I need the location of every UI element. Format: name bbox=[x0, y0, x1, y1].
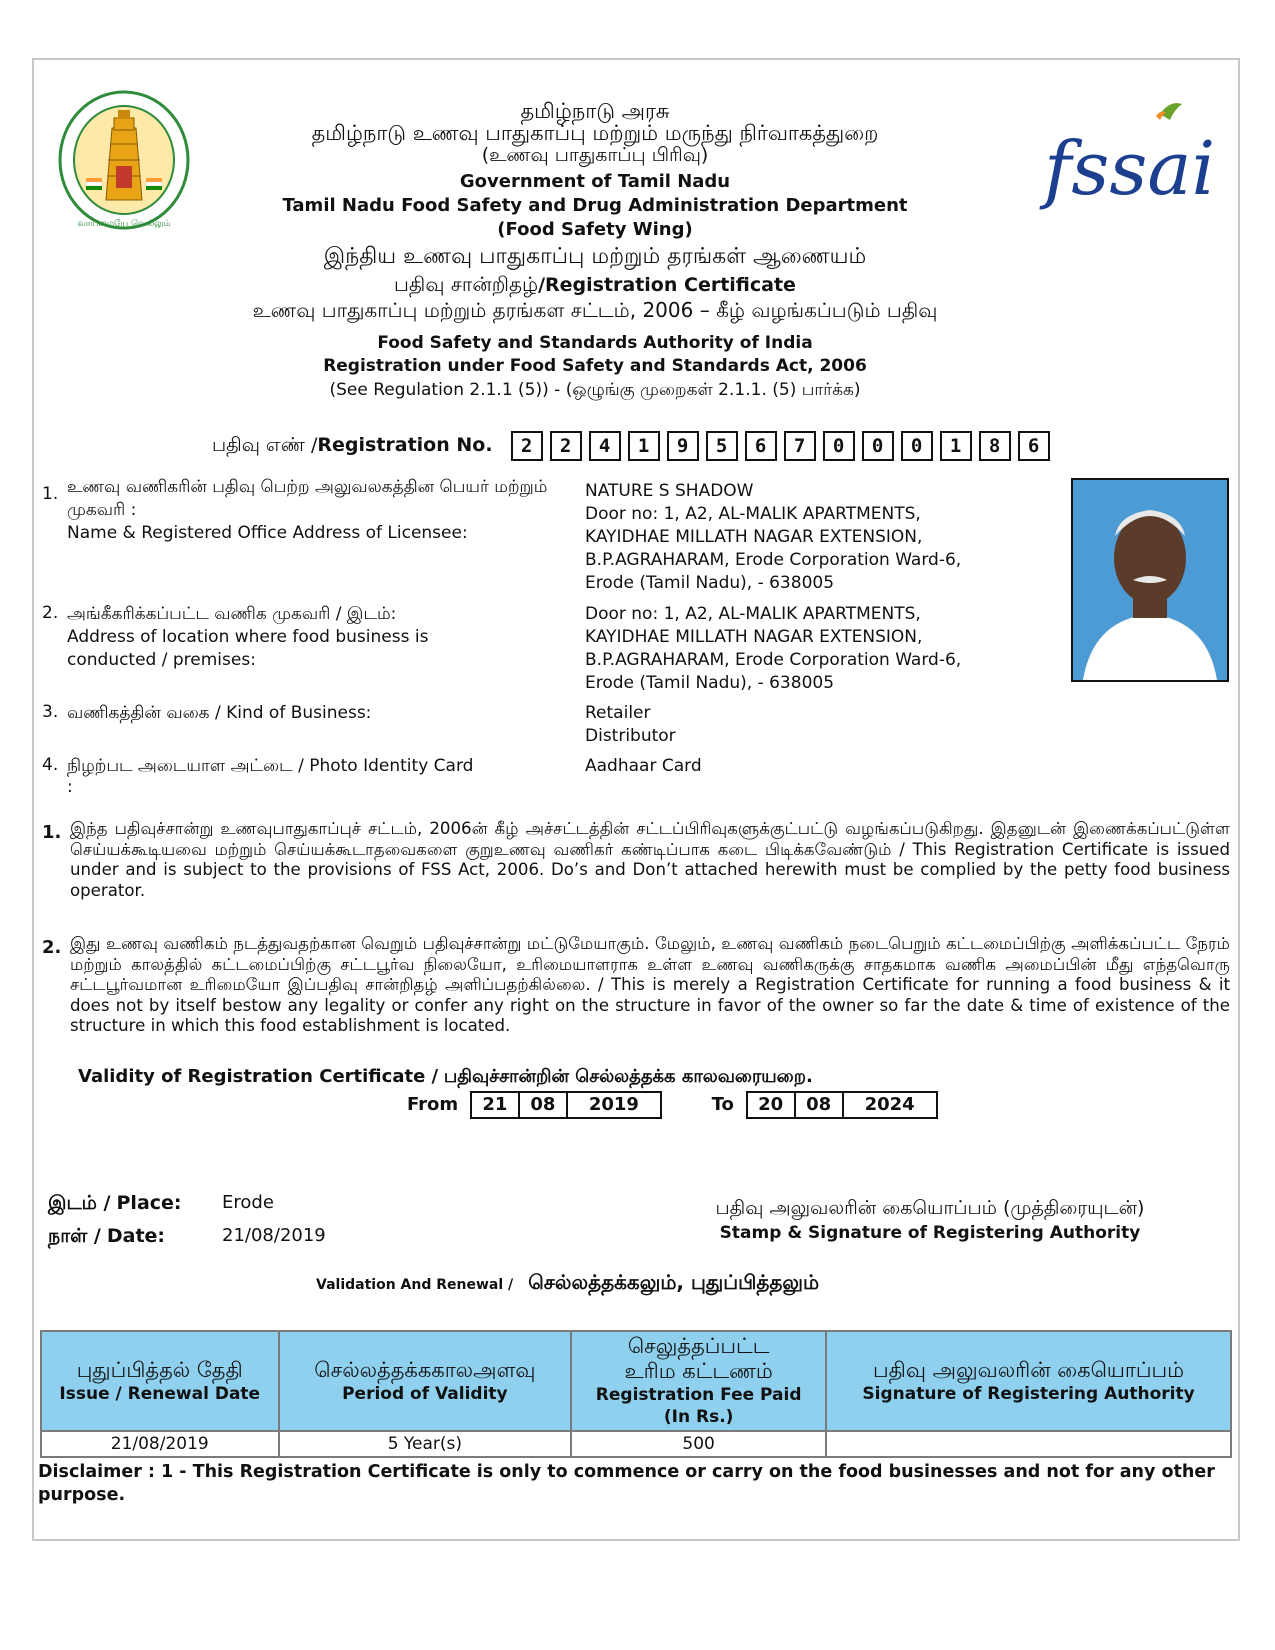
address-line: B.P.AGRAHARAM, Erode Corporation Ward-6, bbox=[585, 550, 962, 570]
item-2-label-en-1: Address of location where food business is bbox=[67, 627, 429, 647]
validity-label-en: Validity of Registration Certificate / bbox=[78, 1066, 439, 1087]
fssai-logo-icon bbox=[1040, 94, 1216, 218]
registration-digit: 0 bbox=[901, 431, 933, 461]
from-day: 21 bbox=[472, 1093, 520, 1117]
from-year: 2019 bbox=[588, 1094, 639, 1115]
condition-2-number: 2. bbox=[42, 937, 62, 958]
table-row bbox=[41, 1431, 1231, 1457]
address-line: B.P.AGRAHARAM, Erode Corporation Ward-6, bbox=[585, 650, 962, 670]
date-label-en: Date: bbox=[106, 1225, 166, 1247]
item-1-label-ta: உணவு வணிகரின் பதிவு பெற்ற அலுவலகத்தின பெயர் மற்றும் முகவரி : bbox=[67, 477, 548, 520]
item-1-label-en: Name & Registered Office Address of Licensee: bbox=[67, 523, 468, 543]
validity-label-ta: பதிவுச்சான்றின் செல்லத்தக்க காலவரையறை. bbox=[443, 1066, 813, 1087]
registration-digit: 7 bbox=[784, 431, 816, 461]
header-en-dept: Tamil Nadu Food Safety and Drug Administration Department bbox=[282, 195, 908, 216]
item-2-label-en-2: conducted / premises: bbox=[67, 650, 256, 670]
registration-digit: 1 bbox=[628, 431, 660, 461]
header-en-gov: Government of Tamil Nadu bbox=[459, 171, 731, 192]
item-3-label: வணிகத்தின் வகை / Kind of Business: bbox=[67, 703, 372, 723]
validity-label bbox=[78, 1065, 813, 1089]
renewal-title-en: Validation And Renewal / bbox=[316, 1277, 514, 1293]
registration-label-en: Registration No. bbox=[317, 434, 493, 456]
disclaimer: Disclaimer : 1 - This Registration Certificate is only to commence or carry on the food businesses and not for any other purpose. bbox=[38, 1462, 1215, 1505]
signature-label-en: Stamp & Signature of Registering Authority bbox=[719, 1223, 1141, 1243]
certificate-title-en: /Registration Certificate bbox=[538, 274, 796, 296]
condition-1-number: 1. bbox=[42, 822, 62, 843]
header-ta-act: உணவு பாதுகாப்பு மற்றும் தரங்கள சட்டம், 2006 – கீழ் வழங்கப்படும் பதிவு bbox=[252, 298, 938, 322]
item-4-label: நிழற்பட அடையாள அட்டை / Photo Identity Card bbox=[67, 756, 474, 776]
validity-from-label: From bbox=[407, 1094, 459, 1115]
business-kind: Distributor bbox=[585, 726, 676, 746]
svg-text:fssai: fssai bbox=[1044, 126, 1216, 212]
header-en-authority: Food Safety and Standards Authority of India bbox=[377, 333, 813, 353]
header-ta-gov: தமிழ்நாடு அரசு bbox=[520, 99, 670, 123]
header-ta-dept: தமிழ்நாடு உணவு பாதுகாப்பு மற்றும் மருந்து நிர்வாகத்துறை bbox=[311, 121, 879, 145]
renewal-table-header bbox=[41, 1331, 1231, 1431]
address-line: Erode (Tamil Nadu), - 638005 bbox=[585, 573, 835, 593]
address-line: Door no: 1, A2, AL-MALIK APARTMENTS, bbox=[585, 504, 921, 524]
licensee-photo bbox=[1071, 478, 1229, 682]
place-row bbox=[48, 1190, 182, 1216]
renewal-title bbox=[316, 1268, 819, 1299]
date-value: 21/08/2019 bbox=[222, 1225, 326, 1246]
validity-to-date bbox=[746, 1091, 938, 1119]
validity-to-label: To bbox=[711, 1094, 734, 1115]
registration-digits bbox=[511, 434, 1057, 456]
to-year: 2024 bbox=[864, 1094, 915, 1115]
item-3-number: 3. bbox=[42, 702, 59, 722]
certificate-title bbox=[240, 272, 950, 297]
registration-label-ta: பதிவு எண் / bbox=[212, 434, 318, 456]
item-2-number: 2. bbox=[42, 603, 59, 623]
person-photo-icon bbox=[1073, 480, 1227, 680]
place-label-ta: இடம் / bbox=[48, 1192, 111, 1214]
place-value: Erode bbox=[222, 1192, 274, 1213]
item-2-value bbox=[585, 603, 1025, 695]
registration-digit: 5 bbox=[706, 431, 738, 461]
header-en-wing: (Food Safety Wing) bbox=[497, 219, 693, 240]
registration-digit: 6 bbox=[745, 431, 777, 461]
fee-cell: 500 bbox=[571, 1431, 826, 1457]
col-signature: பதிவு அலுவலரின் கையொப்பம் Signature of Registering Authority bbox=[826, 1331, 1231, 1431]
validity-dates bbox=[407, 1091, 938, 1119]
item-1-value bbox=[585, 480, 1025, 595]
to-day: 20 bbox=[748, 1093, 796, 1117]
registration-digit: 1 bbox=[940, 431, 972, 461]
renewal-title-ta: செல்லத்தக்கலும், புதுப்பித்தலும் bbox=[528, 1270, 820, 1294]
registration-digit: 2 bbox=[550, 431, 582, 461]
registration-digit: 6 bbox=[1018, 431, 1050, 461]
renewal-date-cell: 21/08/2019 bbox=[41, 1431, 279, 1457]
to-month: 08 bbox=[796, 1093, 844, 1117]
col-period-of-validity: செல்லத்தக்ககாலஅளவு Period of Validity bbox=[279, 1331, 572, 1431]
licensee-name: NATURE S SHADOW bbox=[585, 481, 754, 501]
fssai-logo bbox=[1040, 94, 1216, 218]
registration-digit: 4 bbox=[589, 431, 621, 461]
svg-text:வாய்மையே வெல்லும்: வாய்மையே வெல்லும் bbox=[77, 219, 171, 229]
date-row bbox=[48, 1223, 165, 1249]
id-card-type: Aadhaar Card bbox=[585, 756, 702, 776]
certificate-title-ta: பதிவு சான்றிதழ் bbox=[394, 272, 539, 296]
address-line: Erode (Tamil Nadu), - 638005 bbox=[585, 673, 835, 693]
condition-2-text: இது உணவு வணிகம் நடத்துவதற்கான வெறும் பதிவுச்சான்று மட்டுமேயாகும். மேலும், உணவு வணிகம் நடைபெறும் கட்டமைப்பிற்கு அளிக்கப்பட்ட நேரம் மற்றும் காலத்தில் கட்டமைப்பிற்கு சட்டபூர்வ நிலையோ, உரிமையாளராக உள்ள உணவு வணிகருக்கு சாதகமாக வணிக அமைப்பின் மீது எந்தவொரு சட்டபூர்வமான உரிமையோ இப்பதிவு சான்றிதழ் அளிப்பதற்கில்லை. / This is merely a Registration Certificate for running a food business & it does not by itself bestow any legality or confer any right on the structure in favor of the owner so far the date & time of existence of the structure in which this food establishment is located. bbox=[70, 934, 1230, 1035]
place-label-en: Place: bbox=[116, 1192, 182, 1214]
from-month: 08 bbox=[520, 1093, 568, 1117]
registration-number-row bbox=[212, 430, 1057, 461]
registration-digit: 9 bbox=[667, 431, 699, 461]
header-ta-authority: இந்திய உணவு பாதுகாப்பு மற்றும் தரங்கள் ஆணையம் bbox=[323, 244, 867, 269]
address-line: KAYIDHAE MILLATH NAGAR EXTENSION, bbox=[585, 527, 923, 547]
col-fee-paid: செலுத்தப்பட்ட உரிம கட்டணம் Registration Fee Paid (In Rs.) bbox=[571, 1331, 826, 1431]
validity-from-date bbox=[470, 1091, 662, 1119]
registration-digit: 8 bbox=[979, 431, 1011, 461]
signature-cell bbox=[826, 1431, 1231, 1457]
signature-label-ta: பதிவு அலுவலரின் கையொப்பம் (முத்திரையுடன்) bbox=[715, 1197, 1145, 1219]
item-2-label-ta: அங்கீகரிக்கப்பட்ட வணிக முகவரி / இடம்: bbox=[67, 604, 397, 624]
tamil-nadu-emblem bbox=[56, 88, 192, 238]
address-line: KAYIDHAE MILLATH NAGAR EXTENSION, bbox=[585, 627, 923, 647]
condition-1-text: இந்த பதிவுச்சான்று உணவுபாதுகாப்புச் சட்டம், 2006ன் கீழ் அச்சட்டத்தின் சட்டப்பிரிவுகளுக்குட்பட்டு வழங்கப்படுகிறது. இதனுடன் இணைக்கப்பட்டுள்ள செய்யக்கூடியவை மற்றும் செய்யக்கூடாதவைகளை குறுஉணவு வணிகர் கண்டிப்பாக கடை பிடிக்கவேண்டும் / This Registration Certificate is issued under and is subject to the provisions of FSS Act, 2006. Do’s and Don’t attached herewith must be complied by the petty food business operator. bbox=[70, 819, 1230, 900]
header-ta-wing: (உணவு பாதுகாப்பு பிரிவு) bbox=[481, 144, 709, 166]
registration-digit: 0 bbox=[823, 431, 855, 461]
renewal-table bbox=[40, 1330, 1232, 1458]
validity-period-cell: 5 Year(s) bbox=[279, 1431, 572, 1457]
item-3-value bbox=[585, 702, 1025, 748]
registration-digit: 2 bbox=[511, 431, 543, 461]
col-renewal-date: புதுப்பித்தல் தேதி Issue / Renewal Date bbox=[41, 1331, 279, 1431]
registration-digit: 0 bbox=[862, 431, 894, 461]
address-line: Door no: 1, A2, AL-MALIK APARTMENTS, bbox=[585, 604, 921, 624]
business-kind: Retailer bbox=[585, 703, 651, 723]
item-4-value bbox=[585, 755, 1025, 778]
item-1-number: 1. bbox=[42, 484, 59, 504]
emblem-icon bbox=[56, 88, 192, 238]
header-en-act: Registration under Food Safety and Standards Act, 2006 bbox=[323, 356, 867, 376]
header-regulation: (See Regulation 2.1.1 (5)) - (ஒழுங்கு முறைகள் 2.1.1. (5) பார்க்க) bbox=[329, 380, 861, 400]
item-4-number: 4. bbox=[42, 755, 59, 775]
item-4-label-colon: : bbox=[67, 777, 73, 797]
date-label-ta: நாள் / bbox=[48, 1225, 101, 1247]
